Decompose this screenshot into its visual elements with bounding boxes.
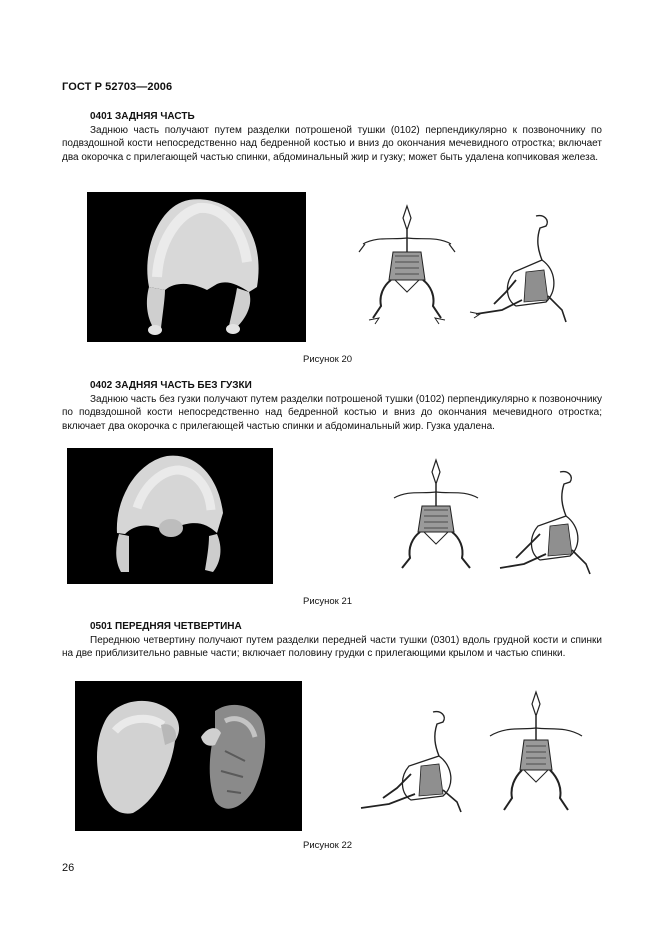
figure-22-photo-front-quarter [75,681,302,831]
page-number: 26 [62,862,75,874]
figure-21-photo-hind-part-no-tail [67,448,273,584]
section-text-0402: Заднюю часть без гузки получают путем разделки потрошеной тушки (0102) перпендикулярно к позвоночнику по подвздошной кости непосредственно над бедренной костью и вниз до окончания мечевидного отростка; включает два окорочка с прилегающей частью спинки и абдоминальный жир. Гузка удалена. [62,394,602,432]
figure-20-skeleton-front-view [355,200,465,330]
figure-20-photo-hind-part [87,192,306,342]
section-text-0501: Переднюю четвертину получают путем разделки передней части тушки (0301) вдоль грудной кости и спинки на две приблизительно равные части; включает половину грудки с прилегающими крылом и частью спинки. [62,635,602,660]
figure-21-skeleton-front-view [390,456,500,576]
figure-21-skeleton-side-view [494,468,599,578]
figure-20-skeleton-side-view [466,210,576,330]
figure-22-skeleton-side-view [353,708,468,818]
figure-caption-21: Рисунок 21 [303,596,353,607]
section-heading-0401: 0401 ЗАДНЯЯ ЧАСТЬ [90,111,195,122]
section-text-0401: Заднюю часть получают путем разделки потрошеной тушки (0102) перпендикулярно к позвоночнику по подвздошной кости непосредственно над бедренной костью и вниз до окончания мечевидного отростка; включает два окорочка с прилегающей частью спинки, абдоминальный жир и гузку; может быть удалена копчиковая железа. [62,125,602,163]
figure-caption-20: Рисунок 20 [303,354,353,365]
section-heading-0501: 0501 ПЕРЕДНЯЯ ЧЕТВЕРТИНА [90,621,242,632]
figure-22-skeleton-front-view [484,688,594,818]
section-heading-0402: 0402 ЗАДНЯЯ ЧАСТЬ БЕЗ ГУЗКИ [90,380,252,391]
document-standard-header: ГОСТ Р 52703—2006 [62,81,173,93]
figure-caption-22: Рисунок 22 [303,840,353,851]
